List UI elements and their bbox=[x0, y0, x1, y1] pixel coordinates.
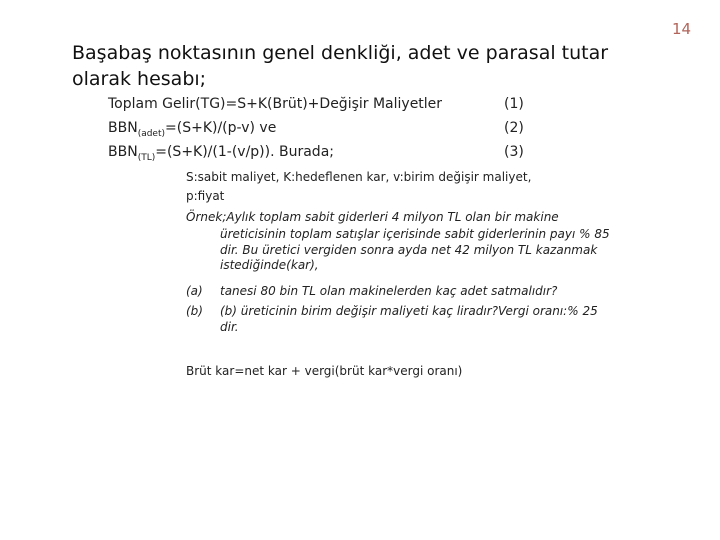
item-a-label: (a) bbox=[186, 284, 203, 298]
equation-2-subscript: (adet) bbox=[137, 128, 166, 139]
definitions-line-2: p:fiyat bbox=[186, 189, 225, 203]
slide-title: Başabaş noktasının genel denkliği, adet ve parasal tutar olarak hesabı; bbox=[72, 42, 609, 90]
definitions-line-1: S:sabit maliyet, K:hedeflenen kar, v:birim değişir maliyet, bbox=[186, 170, 532, 184]
equation-1-number: (1) bbox=[504, 96, 524, 112]
equation-1: Toplam Gelir(TG)=S+K(Brüt)+Değişir Maliyetler bbox=[108, 96, 443, 112]
item-b-text: (b) üreticinin birim değişir maliyeti kaç liradır?Vergi oranı:% 25 bbox=[220, 304, 598, 318]
equation-3 bbox=[108, 144, 334, 163]
formula-note: Brüt kar=net kar + vergi(brüt kar*vergi oranı) bbox=[186, 364, 463, 378]
item-b-label: (b) bbox=[186, 304, 203, 318]
equation-3-rest: =(S+K)/(1-(v/p)). Burada; bbox=[155, 144, 334, 160]
example-continuation bbox=[220, 227, 640, 274]
equation-3-number: (3) bbox=[504, 144, 524, 160]
example-intro: Örnek;Aylık toplam sabit giderleri 4 milyon TL olan bir makine bbox=[186, 210, 559, 224]
example-line: istediğinde(kar), bbox=[220, 258, 319, 272]
equation-3-prefix: BBN bbox=[108, 144, 138, 160]
item-b-continuation: dir. bbox=[220, 320, 239, 334]
equation-2 bbox=[108, 120, 276, 139]
example-line: dir. Bu üretici vergiden sonra ayda net 42 milyon TL kazanmak bbox=[220, 242, 598, 257]
equation-3-subscript: (TL) bbox=[137, 152, 156, 163]
example-line: üreticisinin toplam satışlar içerisinde sabit giderlerinin payı % 85 bbox=[220, 227, 610, 241]
slide-number: 14 bbox=[672, 20, 692, 38]
equation-2-number: (2) bbox=[504, 120, 524, 136]
equation-2-rest: =(S+K)/(p-v) ve bbox=[165, 120, 277, 136]
equation-2-prefix: BBN bbox=[108, 120, 138, 136]
item-a-text: tanesi 80 bin TL olan makinelerden kaç adet satmalıdır? bbox=[220, 284, 558, 298]
